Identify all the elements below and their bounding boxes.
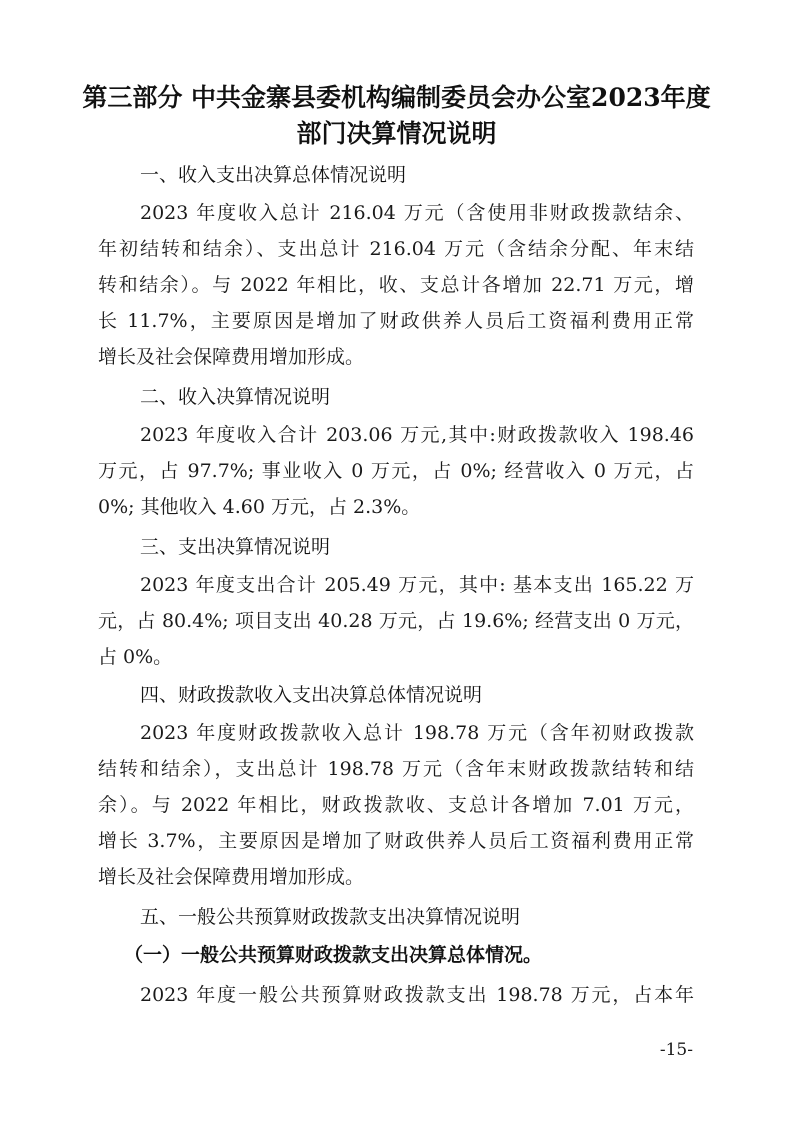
paragraph-line: 增长及社会保障费用增加形成。 (98, 866, 365, 888)
paragraph-line: 年初结转和结余）、支出总计 216.04 万元（含结余分配、年末结 (98, 238, 694, 260)
paragraph-line: 2023 年度一般公共预算财政拨款支出 198.78 万元，占本年 (140, 984, 694, 1006)
paragraph-line: 余）。与 2022 年相比，财政拨款收、支总计各增加 7.01 万元， (98, 794, 694, 816)
paragraph-line: 2023 年度支出合计 205.49 万元，其中: 基本支出 165.22 万 (140, 574, 694, 596)
paragraph-line: 结转和结余），支出总计 198.78 万元（含年末财政拨款结转和结 (98, 758, 694, 780)
paragraph-line: 增长及社会保障费用增加形成。 (98, 346, 365, 368)
paragraph-line: 占 0%。 (98, 646, 173, 668)
subsection-heading: （一）一般公共预算财政拨款支出决算总体情况。 (124, 944, 543, 966)
paragraph-line: 增长 3.7%，主要原因是增加了财政供养人员后工资福利费用正常 (98, 830, 694, 852)
section-heading-fiscal-appropriation: 四、财政拨款收入支出决算总体情况说明 (140, 684, 483, 706)
paragraph-line: 元，占 80.4%; 项目支出 40.28 万元，占 19.6%; 经营支出 0 万元， (98, 610, 694, 632)
section-heading-income: 二、收入决算情况说明 (140, 386, 331, 408)
section-heading-general-public-budget: 五、一般公共预算财政拨款支出决算情况说明 (140, 906, 521, 928)
section-heading-income-expenditure-overview: 一、收入支出决算总体情况说明 (140, 164, 407, 186)
paragraph-line: 长 11.7%，主要原因是增加了财政供养人员后工资福利费用正常 (98, 310, 694, 332)
paragraph-line: 0%; 其他收入 4.60 万元，占 2.3%。 (98, 496, 421, 518)
paragraph-line: 转和结余）。与 2022 年相比，收、支总计各增加 22.71 万元，增 (98, 274, 694, 296)
paragraph-line: 万元，占 97.7%; 事业收入 0 万元，占 0%; 经营收入 0 万元，占 (98, 460, 694, 482)
paragraph-line: 2023 年度收入总计 216.04 万元（含使用非财政拨款结余、 (140, 202, 694, 224)
document-title-line-2: 部门决算情况说明 (296, 119, 497, 148)
paragraph-line: 2023 年度财政拨款收入总计 198.78 万元（含年初财政拨款 (140, 722, 694, 744)
paragraph-line: 2023 年度收入合计 203.06 万元,其中:财政拨款收入 198.46 (140, 424, 694, 446)
section-heading-expenditure: 三、支出决算情况说明 (140, 536, 331, 558)
page-number: -15- (659, 1040, 693, 1060)
document-title-line-1: 第三部分 中共金寨县委机构编制委员会办公室2023年度 (82, 83, 711, 112)
